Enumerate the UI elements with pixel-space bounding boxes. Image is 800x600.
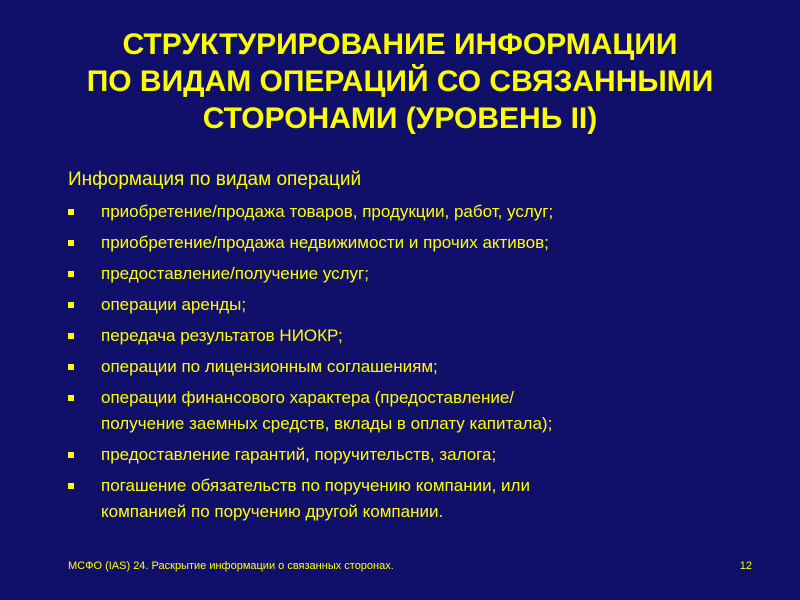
list-item-text: компанией по поручению другой компании.: [101, 502, 444, 521]
list-item-text: предоставление/получение услуг;: [101, 264, 369, 283]
square-bullet-icon: [68, 333, 74, 339]
slide-title-line: СТОРОНАМИ (УРОВЕНЬ II): [202, 102, 598, 135]
list-item-text: операции финансового характера (предоставление/: [101, 388, 515, 407]
slide-title-line: СТРУКТУРИРОВАНИЕ ИНФОРМАЦИИ: [122, 28, 678, 61]
section-heading: Информация по видам операций: [68, 169, 362, 190]
square-bullet-icon: [68, 240, 74, 246]
list-item-text: получение заемных средств, вклады в оплату капитала);: [101, 414, 553, 433]
list-item: [68, 199, 758, 225]
list-item: [68, 261, 758, 287]
list-item-text: погашение обязательств по поручению компании, или: [101, 476, 530, 495]
square-bullet-icon: [68, 364, 74, 370]
square-bullet-icon: [68, 452, 74, 458]
list-item: [68, 230, 758, 256]
square-bullet-icon: [68, 302, 74, 308]
list-item-text: приобретение/продажа товаров, продукции, работ, услуг;: [101, 202, 554, 221]
square-bullet-icon: [68, 483, 74, 489]
operations-list: [68, 199, 758, 530]
list-item: [68, 354, 758, 380]
square-bullet-icon: [68, 395, 74, 401]
square-bullet-icon: [68, 271, 74, 277]
list-item-text: операции аренды;: [101, 295, 247, 314]
list-item: [68, 292, 758, 318]
slide-title-line: ПО ВИДАМ ОПЕРАЦИЙ СО СВЯЗАННЫМИ: [86, 65, 714, 98]
list-item-text: операции по лицензионным соглашениям;: [101, 357, 438, 376]
list-item-text: предоставление гарантий, поручительств, залога;: [101, 445, 497, 464]
list-item: [68, 323, 758, 349]
square-bullet-icon: [68, 209, 74, 215]
list-item-text: приобретение/продажа недвижимости и прочих активов;: [101, 233, 549, 252]
slide-title: [0, 26, 800, 137]
list-item: [68, 385, 758, 437]
list-item-text: передача результатов НИОКР;: [101, 326, 343, 345]
list-item: [68, 473, 758, 525]
page-number: 12: [739, 560, 752, 572]
footer-source: МСФО (IAS) 24. Раскрытие информации о связанных сторонах.: [68, 560, 394, 572]
list-item: [68, 442, 758, 468]
